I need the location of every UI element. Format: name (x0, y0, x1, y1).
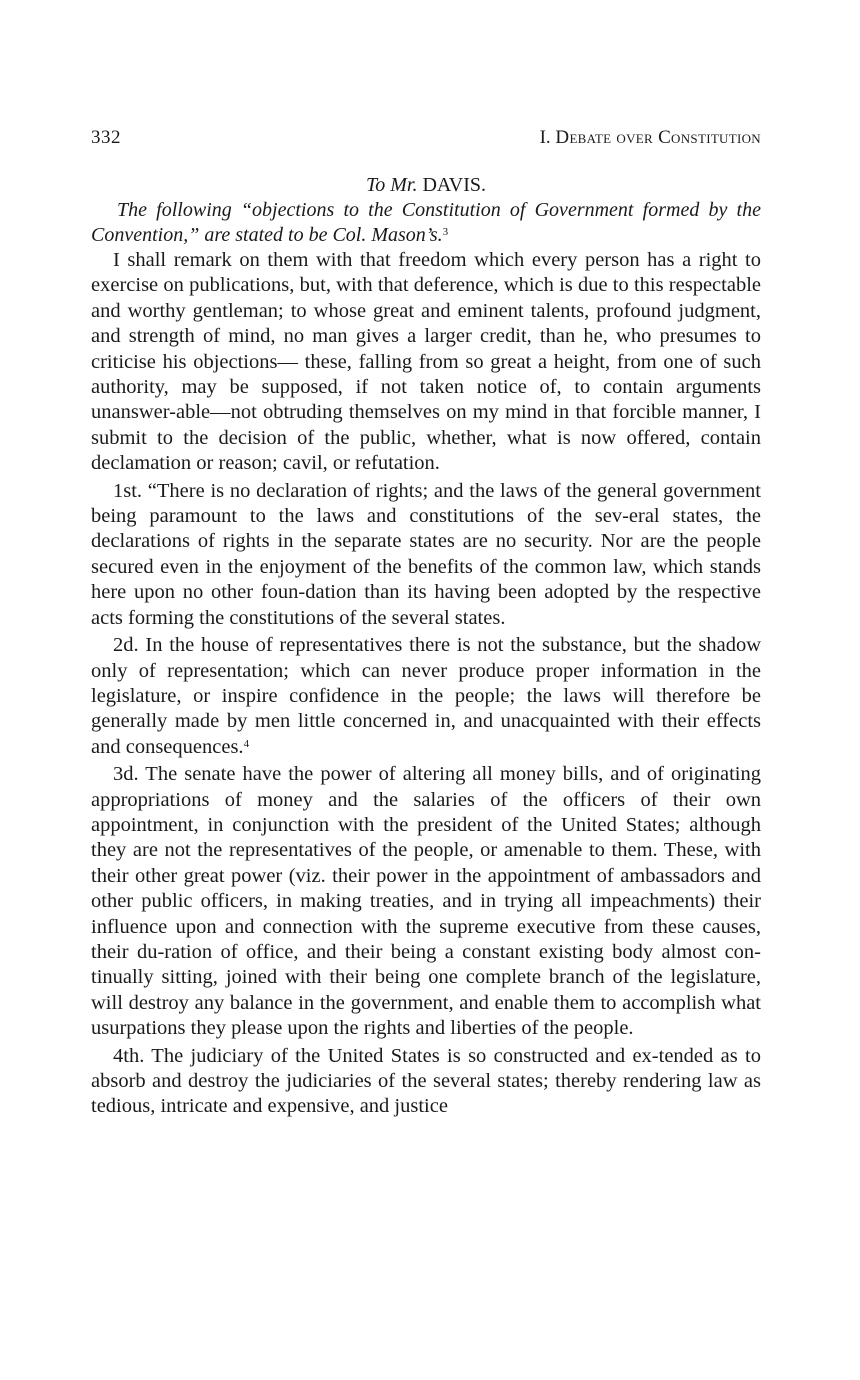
running-head (91, 124, 761, 152)
addressee-to: To Mr. (365, 174, 418, 196)
page (91, 124, 761, 1120)
intro-paragraph (91, 198, 761, 248)
paragraph (91, 762, 761, 1041)
intro-text: The following “objections to the Constitution of Government formed by the Convention,” are stated to be Col. Mason’s. (91, 199, 761, 246)
paragraph-text: 4th. The judiciary of the United States is so constructed and ex-tended as to absorb and destroy the judiciaries of the several states; thereby rendering law as tedious, intricate and expensive, and justice (91, 1044, 761, 1118)
paragraph-text: 2d. In the house of representatives there is not the substance, but the shadow only of representation; which can never produce proper information in the legislature, or inspire confidence in the people; the laws will therefore be generally made by men little concerned in, and unacquainted with their effects and consequences. (91, 634, 761, 758)
paragraph (91, 1044, 761, 1120)
paragraph (91, 479, 761, 631)
section-title (540, 124, 761, 152)
addressee-name: DAVIS. (422, 174, 487, 196)
addressee-heading (91, 172, 761, 198)
footnote-marker: 4 (243, 737, 250, 750)
paragraph-text: 3d. The senate have the power of altering all money bills, and of originating appropriations of money and the salaries of the officers of their own appointment, in conjunction with the president of the United States; although they are not the representatives of the people, or amenable to them. These, with their other great power (viz. their power in the appointment of ambassadors and other public officers, in making treaties, and in trying all impeachments) their influence upon and connection with the supreme executive from these causes, their du-ration of office, and their being a constant existing body almost con-tinually sitting, joined with their being one complete branch of the legislature, will destroy any balance in the government, and enable them to accomplish what usurpations they please upon the rights and liberties of the people. (91, 763, 761, 1040)
section-title-text: Debate over Constitution (555, 127, 761, 148)
paragraph (91, 633, 761, 760)
paragraph (91, 248, 761, 477)
body-text (91, 248, 761, 1120)
footnote-marker: 3 (442, 226, 449, 238)
section-prefix: I. (539, 127, 556, 148)
paragraph-text: 1st. “There is no declaration of rights; and the laws of the general government being paramount to the laws and constitutions of the sev-eral states, the declarations of rights in the separate states are no security. Nor are the people secured even in the enjoyment of the benefits of the common law, which stands here upon no other foun-dation than its having been adopted by the respective acts forming the constitutions of the several states. (91, 479, 761, 629)
page-number: 332 (91, 127, 121, 148)
paragraph-text: I shall remark on them with that freedom which every person has a right to exercise on publications, but, with that deference, which is due to this respectable and worthy gentleman; to whose great and eminent talents, profound judgment, and strength of mind, no man gives a larger credit, than he, who presumes to criticise his objections— these, falling from so great a height, from one of such authority, may be supposed, if not taken notice of, to contain arguments unanswer-able—not obtruding themselves on my mind in that forcible manner, I submit to the decision of the public, whether, what is now offered, contain declamation or reason; cavil, or refutation. (91, 249, 761, 475)
